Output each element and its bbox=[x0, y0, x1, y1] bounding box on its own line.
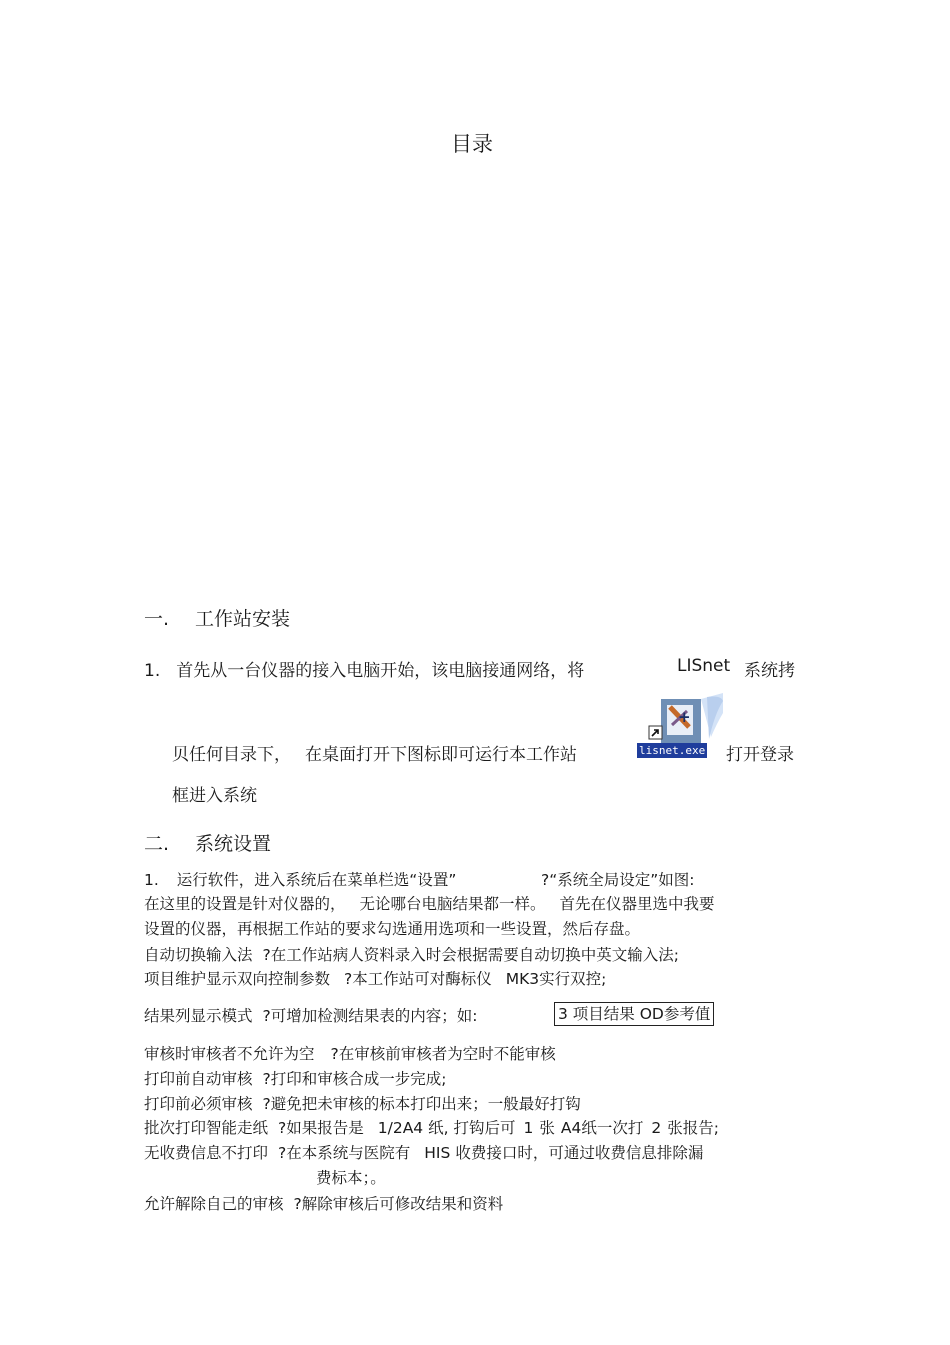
install-step-open-login: 打开登录 bbox=[726, 745, 794, 765]
setting-desc: A4 bbox=[560, 1119, 582, 1137]
lisnet-exe-label[interactable]: lisnet.exe bbox=[639, 744, 706, 757]
paragraph-text: 在这里的设置是针对仪器的， bbox=[144, 895, 346, 913]
setting-desc: 1 bbox=[523, 1119, 534, 1137]
heading-number: 二. bbox=[144, 833, 170, 855]
setting-item-no-charge-continuation: 费标本；。 bbox=[316, 1169, 386, 1187]
setting-desc: 张 bbox=[539, 1119, 555, 1137]
heading-text: 工作站安装 bbox=[195, 608, 291, 630]
result-columns-example-box: 3 项目结果 OD参考值 bbox=[554, 1002, 714, 1026]
install-step-line-3: 框进入系统 bbox=[172, 786, 257, 806]
setting-desc: 张报告; bbox=[667, 1119, 720, 1137]
setting-label: 无收费信息不打印 bbox=[144, 1144, 269, 1162]
settings-intro bbox=[144, 868, 456, 890]
setting-desc: HIS bbox=[424, 1144, 451, 1162]
step-number: 1. bbox=[144, 661, 161, 681]
setting-item-no-charge-no-print bbox=[144, 1141, 703, 1163]
setting-item-auto-review bbox=[144, 1067, 446, 1089]
heading-number: 一. bbox=[144, 608, 170, 630]
install-step-suffix: 系统拷 bbox=[744, 661, 795, 681]
setting-item-bidirectional bbox=[144, 967, 606, 989]
setting-desc: ?在审核前审核者为空时不能审核 bbox=[330, 1045, 556, 1063]
setting-label: 自动切换输入法 bbox=[144, 946, 253, 964]
intro-number: 1. bbox=[144, 871, 159, 889]
setting-item-review-required bbox=[144, 1092, 581, 1114]
setting-label: 允许解除自己的审核 bbox=[144, 1195, 284, 1213]
page-title: 目录 bbox=[451, 132, 493, 156]
setting-item-auto-ime bbox=[144, 943, 679, 965]
setting-label: 结果列显示模式 bbox=[144, 1007, 253, 1025]
install-step-line-2 bbox=[172, 740, 577, 765]
setting-label: 打印前必须审核 bbox=[144, 1095, 253, 1113]
setting-item-batch-print bbox=[144, 1116, 719, 1138]
intro-text: 运行软件，进入系统后在菜单栏选“设置” bbox=[176, 871, 457, 889]
setting-item-result-columns bbox=[144, 1004, 477, 1026]
setting-item-allow-unreview bbox=[144, 1192, 503, 1214]
setting-desc: ?打印和审核合成一步完成; bbox=[262, 1070, 447, 1088]
setting-label: 项目维护显示双向控制参数 bbox=[144, 970, 331, 988]
setting-label: 批次打印智能走纸 bbox=[144, 1119, 269, 1137]
setting-desc: 收费接口时，可通过收费信息排除漏 bbox=[455, 1144, 704, 1162]
setting-desc: ?可增加检测结果表的内容；如: bbox=[262, 1007, 478, 1025]
setting-label: 打印前自动审核 bbox=[144, 1070, 253, 1088]
paragraph-text: 无论哪台电脑结果都一样。 bbox=[359, 895, 546, 913]
install-step-line-1 bbox=[144, 656, 584, 681]
step-text: 首先从一台仪器的接入电脑开始，该电脑接通网络，将 bbox=[176, 661, 585, 681]
heading-text: 系统设置 bbox=[195, 833, 272, 855]
settings-paragraph-line-1 bbox=[144, 892, 715, 914]
setting-desc: ?避免把未审核的标本打印出来；一般最好打钩 bbox=[262, 1095, 581, 1113]
section-heading-settings bbox=[144, 829, 271, 856]
setting-item-reviewer-required bbox=[144, 1042, 556, 1064]
setting-desc: ?在本系统与医院有 bbox=[278, 1144, 411, 1162]
setting-desc: ?解除审核后可修改结果和资料 bbox=[293, 1195, 504, 1213]
step-text: 贝任何目录下， bbox=[172, 745, 291, 765]
setting-label: 审核时审核者不允许为空 bbox=[144, 1045, 315, 1063]
setting-desc: 纸, 打钩后可 bbox=[428, 1119, 516, 1137]
setting-desc: 纸一次打 bbox=[581, 1119, 644, 1137]
section-heading-install bbox=[144, 604, 290, 631]
svg-text:+: + bbox=[678, 708, 691, 726]
setting-desc: ?本工作站可对酶标仪 bbox=[344, 970, 492, 988]
setting-desc: 1/2A4 bbox=[377, 1119, 424, 1137]
step-text: 在桌面打开下图标即可运行本工作站 bbox=[305, 745, 577, 765]
settings-paragraph-line-2: 设置的仪器，再根据工作站的要求勾选通用选项和一些设置，然后存盘。 bbox=[144, 920, 641, 938]
setting-desc: ?在工作站病人资料录入时会根据需要自动切换中英文输入法; bbox=[262, 946, 679, 964]
paragraph-text: 首先在仪器里选中我要 bbox=[559, 895, 715, 913]
setting-desc: MK3 bbox=[505, 970, 540, 988]
setting-desc: 实行双控; bbox=[539, 970, 607, 988]
lisnet-name: LISnet bbox=[677, 656, 731, 676]
setting-desc: 2 bbox=[651, 1119, 662, 1137]
setting-desc: ?如果报告是 bbox=[278, 1119, 364, 1137]
settings-intro-menu-path: ?“系统全局设定”如图: bbox=[541, 871, 695, 889]
